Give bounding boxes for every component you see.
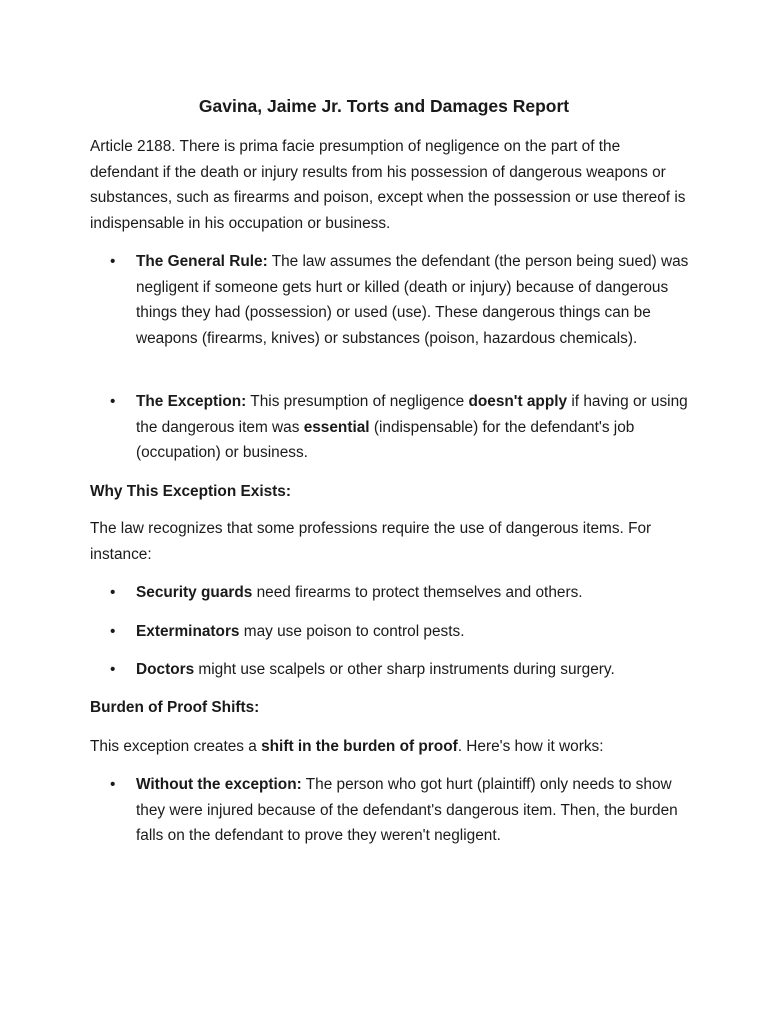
burden-paragraph (90, 734, 690, 760)
list-item-text (136, 249, 690, 351)
list-item-text (136, 580, 690, 606)
bullet-icon: • (110, 393, 116, 410)
list-item-text (136, 389, 690, 466)
list-item-text (136, 619, 690, 645)
burden-bold: shift in the burden of proof (261, 738, 458, 755)
general-rule-label: The General Rule: (136, 253, 268, 270)
bullet-icon: • (110, 584, 116, 601)
heading-why-exception: Why This Exception Exists: (90, 483, 291, 500)
bullet-icon: • (110, 623, 116, 640)
burden-text-2: . Here's how it works: (457, 738, 604, 755)
list-item-text (136, 772, 690, 849)
exception-bold-essential: essential (303, 418, 370, 436)
list-item-without-exception (90, 772, 690, 849)
article-paragraph: Article 2188. There is prima facie presumption of negligence on the part of the defendant if the death or injury results from his possession of dangerous weapons or substances, such as firearms and poison, except when the possession or use thereof is indispensable in his occupation or business. (90, 138, 686, 232)
bullet-icon: • (110, 253, 116, 270)
exception-text-2: if having or using the dangerous item was (136, 393, 688, 436)
heading-burden-of-proof: Burden of Proof Shifts: (90, 699, 260, 716)
list-item-text (136, 657, 690, 683)
example-label: Doctors (136, 661, 195, 678)
exception-text-3: (indispensable) for the defendant's job (occupation) or business. (136, 418, 635, 461)
bullet-icon: • (110, 776, 116, 793)
general-rule-text: The law assumes the defendant (the person being sued) was negligent if someone gets hurt or killed (death or injury) because of dangerous things they had (possession) or used (use). These dangerous things can be weapons (firearms, knives) or substances (poison, hazardous chemicals). (136, 253, 689, 347)
example-text: may use poison to control pests. (239, 623, 465, 640)
list-item-general-rule (90, 249, 690, 351)
without-exception-label: Without the exception: (136, 776, 302, 793)
example-text: need firearms to protect themselves and others. (252, 584, 583, 601)
list-item-security-guards (90, 580, 690, 606)
list-item-exterminators (90, 619, 690, 645)
burden-text-1: This exception creates a (90, 738, 262, 755)
exception-label: The Exception: (136, 393, 247, 410)
document-title: Gavina, Jaime Jr. Torts and Damages Report (198, 96, 570, 116)
list-item-doctors (90, 657, 690, 683)
exception-text-1: This presumption of negligence (246, 393, 469, 410)
example-text: might use scalpels or other sharp instruments during surgery. (194, 661, 615, 678)
example-label: Security guards (136, 584, 253, 601)
example-label: Exterminators (136, 623, 240, 640)
why-paragraph: The law recognizes that some professions require the use of dangerous items. For instance: (90, 520, 652, 563)
bullet-icon: • (110, 661, 116, 678)
list-item-exception (90, 389, 690, 466)
without-exception-text: The person who got hurt (plaintiff) only needs to show they were injured because of the defendant's dangerous item. Then, the burden falls on the defendant to prove they weren't negligent. (136, 776, 678, 844)
exception-bold-doesnt-apply: doesn't apply (468, 393, 568, 410)
